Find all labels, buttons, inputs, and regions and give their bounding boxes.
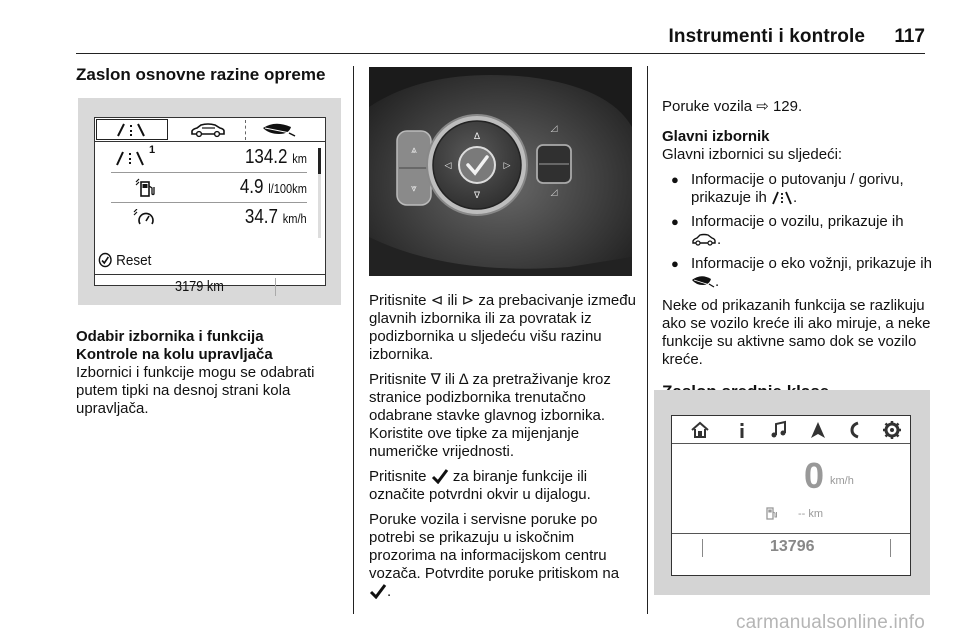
header-rule <box>76 53 925 54</box>
reset-label: Reset <box>116 252 152 269</box>
odometer-value: 3179 km <box>175 278 224 295</box>
svg-text:⩓: ⩓ <box>411 145 417 156</box>
trip-distance-row <box>95 143 313 173</box>
odometer-separator <box>275 278 276 296</box>
basic-display-figure <box>78 98 341 305</box>
odometer-divider <box>95 274 325 275</box>
subheading-menu-selection: Odabir izbornika i funkcija <box>76 328 264 345</box>
section-heading-basic-display: Zaslon osnovne razine opreme <box>76 65 326 84</box>
up-arrow-icon: ∆ <box>459 371 469 388</box>
paragraph-vehicle-messages: Poruke vozila i servisne poruke po potrebi se prikazuju u iskočnim prozorima na informacijskom centru vozača. Potvrdite poruke pritiskom na . <box>369 511 620 600</box>
main-menu-intro: Glavni izbornici su sljedeći: <box>662 146 843 163</box>
checkmark-icon <box>431 468 449 484</box>
right-column <box>662 98 932 401</box>
trip-fuel-icon <box>116 123 146 137</box>
speed-unit: km/h <box>830 475 854 487</box>
page-number: 117 <box>894 26 925 47</box>
home-icon <box>690 420 710 440</box>
display-scrollbar <box>318 148 321 238</box>
main-menu-list <box>662 171 932 291</box>
settings-gear-icon <box>882 420 902 440</box>
left-arrow-icon: ⊲ <box>430 292 444 309</box>
paragraph-left-right-buttons: Pritisnite ⊲ ili ⊳ za prebacivanje između glavnih izbornika ili za povratak iz podizbornika u sljedeću višu razinu izbornika. <box>369 292 636 363</box>
info-icon <box>732 420 752 440</box>
svg-text:◿: ◿ <box>550 188 558 198</box>
page-header <box>0 20 960 56</box>
paragraph-vehicle-messages-ref: Poruke vozila ⇨ 129. <box>662 98 803 115</box>
subheading-main-menu: Glavni izbornik <box>662 128 770 145</box>
tab-separator <box>245 120 246 140</box>
left-column <box>76 66 346 84</box>
speed-value: 0 <box>804 455 825 496</box>
vehicle-info-icon <box>691 233 717 247</box>
steering-wheel-photo <box>369 67 632 276</box>
navigation-icon <box>808 420 828 440</box>
middle-column <box>369 292 639 608</box>
music-icon <box>769 420 789 440</box>
chapter-title: Instrumenti i kontrole <box>668 26 865 47</box>
basic-display-screen <box>94 117 326 295</box>
svg-text:◁: ◁ <box>444 161 452 171</box>
trip-superscript: 1 <box>149 144 156 156</box>
watermark: carmanualsonline.info <box>735 612 925 633</box>
eco-leaf-icon <box>261 122 297 138</box>
speedometer-icon <box>131 209 157 227</box>
svg-text:◿: ◿ <box>550 124 558 134</box>
mid-display-menu-icons <box>672 416 910 444</box>
average-speed-value: 34.7 km/h <box>245 206 307 228</box>
fuel-pump-icon <box>133 178 157 198</box>
steering-controls-description: Izbornici i funkcije mogu se odabrati putem tipki na desnoj strani kola upravljača. <box>76 364 315 417</box>
checkmark-icon <box>369 583 387 599</box>
fuel-consumption-row <box>95 173 313 203</box>
list-item: ● Informacije o putovanju / gorivu, prikazuje ih . <box>662 171 932 207</box>
page-reference-icon: ⇨ <box>756 98 769 115</box>
subheading-steering-controls: Kontrole na kolu upravljača <box>76 346 273 363</box>
svg-text:∆: ∆ <box>473 132 481 142</box>
steering-wheel-illustration <box>369 67 632 276</box>
odometer-divider <box>672 533 910 534</box>
mid-level-display-screen <box>671 415 911 576</box>
mid-level-display-figure <box>654 390 930 595</box>
odometer-tick <box>890 539 891 557</box>
trip-icon <box>115 150 147 166</box>
trip-fuel-icon <box>771 191 793 205</box>
scrollbar-thumb <box>318 148 321 174</box>
reset-option <box>98 252 151 269</box>
paragraph-up-down-buttons: Pritisnite ∇ ili ∆ za pretraživanje kroz stranice podizbornika trenutačno odabrane stavke glavnog izbornika. Koristite ove tipke za mijenjanje numeričke vrijednosti. <box>369 371 611 460</box>
paragraph-function-differences: Neke od prikazanih funkcija se razlikuju ako se vozilo kreće ili ako miruje, a neke funkcije su aktivne samo dok se vozilo kreće. <box>662 297 931 368</box>
fuel-pump-icon <box>766 507 778 520</box>
list-item: ● Informacije o eko vožnji, prikazuje ih . <box>662 255 932 291</box>
odometer-tick <box>702 539 703 557</box>
fuel-consumption-value: 4.9 l/100km <box>239 176 307 198</box>
average-speed-row <box>95 203 313 233</box>
svg-text:⩔: ⩔ <box>411 183 417 194</box>
left-column-text <box>76 328 346 425</box>
paragraph-confirm-button: Pritisnite za biranje funkcije ili označite potvrdni okvir u dijalogu. <box>369 468 591 503</box>
svg-text:∇: ∇ <box>473 191 481 201</box>
column-divider-1 <box>353 66 354 614</box>
eco-leaf-icon <box>691 275 715 289</box>
right-arrow-icon: ⊳ <box>461 292 475 309</box>
down-arrow-icon: ∇ <box>430 371 441 388</box>
column-divider-2 <box>647 66 648 614</box>
svg-text:▷: ▷ <box>503 161 511 171</box>
range-value: -- km <box>798 508 824 520</box>
trip-distance-value: 134.2 km <box>244 146 307 168</box>
odometer-value: 13796 <box>770 538 815 555</box>
basic-display-tabs <box>95 118 325 142</box>
vehicle-info-icon <box>189 122 227 138</box>
phone-icon <box>846 420 866 440</box>
check-circle-icon <box>98 252 112 268</box>
list-item: ● Informacije o vozilu, prikazuje ih . <box>662 213 932 249</box>
